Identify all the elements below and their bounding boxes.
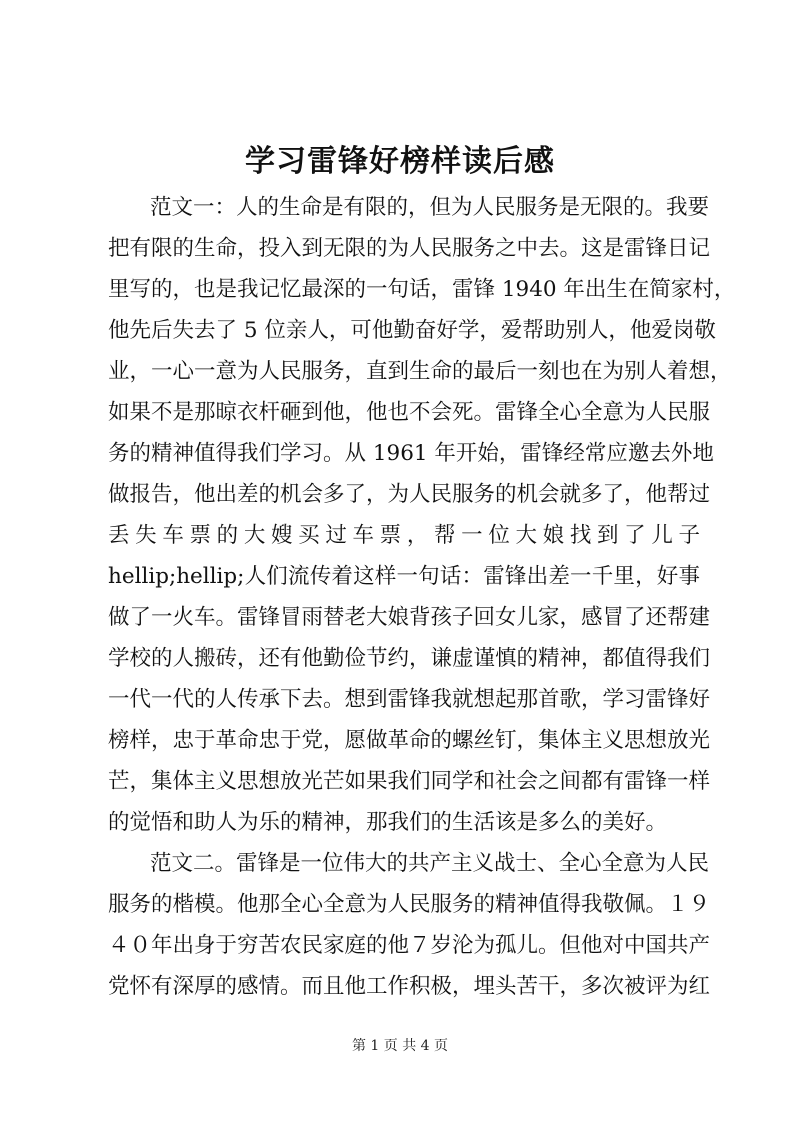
paragraph-line: hellip;hellip;人们流传着这样一句话：雷锋出差一千里，好事 <box>108 564 700 589</box>
paragraph-line: 务的精神值得我们学习。从 1961 年开始，雷锋经常应邀去外地 <box>108 441 714 466</box>
paragraph-line: 做了一火车。雷锋冒雨替老大娘背孩子回女儿家，感冒了还帮建 <box>108 605 711 630</box>
paragraph-line: ４０年出身于穷苦农民家庭的他７岁沦为孤儿。但他对中国共产 <box>108 933 711 958</box>
paragraph-line: 他先后失去了 5 位亲人，可他勤奋好学，爱帮助别人，他爱岗敬 <box>108 318 716 343</box>
paragraph-line: 的觉悟和助人为乐的精神，那我们的生活该是多么的美好。 <box>108 810 668 835</box>
document-body <box>108 187 736 1007</box>
paragraph-line: 一代一代的人传承下去。想到雷锋我就想起那首歌，学习雷锋好 <box>108 687 711 712</box>
document-title: 学习雷锋好榜样读后感 <box>245 144 555 179</box>
paragraph-line: 做报告，他出差的机会多了，为人民服务的机会就多了，他帮过 <box>108 482 711 507</box>
paragraph-line: 范文二。雷锋是一位伟大的共产主义战士、全心全意为人民 <box>150 851 710 876</box>
paragraph-line: 丢失车票的大嫂买过车票，帮一位大娘找到了儿子 <box>108 523 700 548</box>
paragraph-line: 学校的人搬砖，还有他勤俭节约，谦虚谨慎的精神，都值得我们 <box>108 646 711 671</box>
paragraph-line: 业，一心一意为人民服务，直到生命的最后一刻也在为别人着想， <box>108 359 732 384</box>
paragraph-line: 如果不是那晾衣杆砸到他，他也不会死。雷锋全心全意为人民服 <box>108 400 711 425</box>
paragraph-line: 党怀有深厚的感情。而且他工作积极，埋头苦干，多次被评为红 <box>108 974 711 999</box>
paragraph-line: 范文一：人的生命是有限的，但为人民服务是无限的。我要 <box>150 195 710 220</box>
paragraph-line: 芒，集体主义思想放光芒如果我们同学和社会之间都有雷锋一样 <box>108 769 711 794</box>
paragraph-line: 服务的楷模。他那全心全意为人民服务的精神值得我敬佩。１９ <box>108 892 711 917</box>
paragraph-line: 里写的，也是我记忆最深的一句话，雷锋 1940 年出生在简家村， <box>108 277 736 302</box>
paragraph-line: 把有限的生命，投入到无限的为人民服务之中去。这是雷锋日记 <box>108 236 711 261</box>
page-footer: 第 1 页 共 4 页 <box>351 1038 449 1054</box>
paragraph-line: 榜样，忠于革命忠于党，愿做革命的螺丝钉，集体主义思想放光 <box>108 728 711 753</box>
